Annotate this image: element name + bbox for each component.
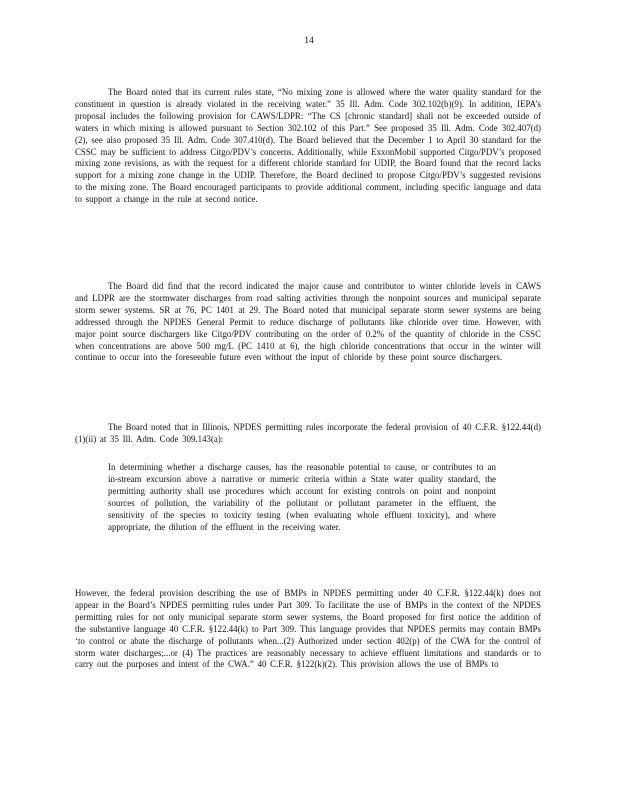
paragraph-chloride-sources: The Board did find that the record indicated the major cause and contributor to winter chloride levels in CAWS and LDPR are the stormwater discharges from road salting activities through the nonpoint sources and municipal separate storm sewer systems. SR at 76, PC 1401 at 29. The Board noted that municipal separate storm sewer systems are being addressed through the NPDES General Permit to reduce discharge of pollutants like chloride over time. However, with major point source dischargers like Citgo/PDV contributing on the order of 0.2% of the quantity of chloride in the CSSC when concentrations are above 500 mg/L (PC 1410 at 6), the high chloride concentrations that occur in the winter will continue to occur into the foreseeable future even without the input of chloride by these point source dischargers. [75,281,541,363]
paragraph-mixing-zone: The Board noted that its current rules state, “No mixing zone is allowed where the water quality standard for the constituent in question is already violated in the receiving water.” 35 Ill. Adm. Code 302.102(b)(9). In addition, IEPA’s proposal includes the following provision for CAWS/LDPR: “The CS [chronic standard] shall not be exceeded outside of waters in which mixing is allowed pursuant to Section 302.102 of this Part.” See proposed 35 Ill. Adm. Code 302.407(d)(2), see also proposed 35 Ill. Adm. Code 307.410(d). The Board believed that the December 1 to April 30 standard for the CSSC may be sufficient to address Citgo/PDV’s concerns. Additionally, while ExxonMobil supported Citgo/PDV’s proposed mixing zone revisions, as with the request for a different chloride standard for UDIP, the Board found that the record lacks support for a mixing zone change in the UDIP. Therefore, the Board declined to propose Citgo/PDV’s suggested revisions to the mixing zone. The Board encouraged participants to provide additional comment, including specific language and data to support a change in the rule at second notice. [75,87,541,205]
page-number: 14 [304,36,314,46]
paragraph-bmp-provision: However, the federal provision describing the use of BMPs in NPDES permitting under 40 C.F.R. §122.44(k) does not appear in the Board’s NPDES permitting rules under Part 309. To facilitate the use of BMPs in the context of the NPDES permitting rules for not only municipal separate storm sewer systems, the Board proposed for first notice the addition of the substantive language 40 C.F.R. §122.44(k) to Part 309. This language provides that NPDES permits may contain BMPs ‘to control or abate the discharge of pollutants when...(2) Authorized under section 402(p) of the CWA for the control of storm water discharges;...or (4) The practices are reasonably necessary to achieve effluent limitations and standards or to carry out the purposes and intent of the CWA.” 40 C.F.R. §122(k)(2). This provision allows the use of BMPs to [75,588,541,670]
paragraph-npdes-incorporation: The Board noted that in Illinois, NPDES permitting rules incorporate the federal provision of 40 C.F.R. §122.44(d)(1)(ii) at 35 Ill. Adm. Code 309.143(a): [75,422,541,444]
block-quote-federal-provision: In determining whether a discharge causes, has the reasonable potential to cause, or contributes to an in-stream excursion above a narrative or numeric criteria within a State water quality standard, the permitting authority shall use procedures which account for existing controls on point and nonpoint sources of pollution, the variability of the pollutant or pollutant parameter in the effluent, the sensitivity of the species to toxicity testing (when evaluating whole effluent toxicity), and where appropriate, the dilution of the effluent in the receiving water. [108,462,496,532]
